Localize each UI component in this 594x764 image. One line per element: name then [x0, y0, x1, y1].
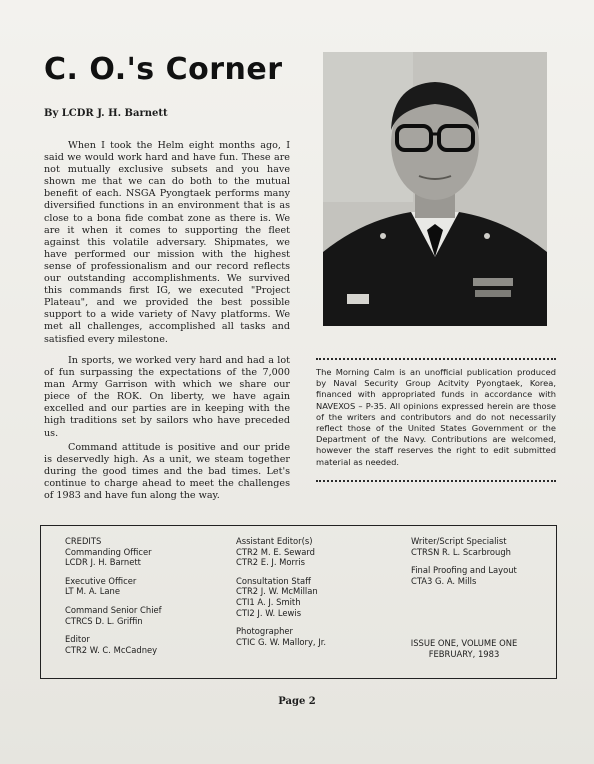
issue-info	[399, 638, 529, 659]
credit-entry	[236, 536, 326, 568]
credit-role: Editor	[65, 634, 90, 645]
credit-name: LCDR J. H. Barnett	[65, 557, 141, 568]
credit-name: CTA3 G. A. Mills	[411, 575, 477, 586]
page-number: Page 2	[278, 696, 316, 707]
credits-column-1	[65, 536, 162, 663]
publication-notice: The Morning Calm is an unofficial publication produced by Naval Security Group Acitvity Pyongtaek, Korea, financed with appropriated funds in accordance with NAVEXOS – P-35. All opinions expressed herein are those of the writers and contributors and do not necessarily reflect those of the United States Government or the Department of the Navy. Contributions are welcomed, however the staff reserves the right to edit submitted material as needed.	[316, 367, 556, 467]
credit-role: Writer/Script Specialist	[411, 536, 507, 546]
credit-entry	[65, 605, 162, 626]
credits-box	[40, 525, 557, 679]
commanding-officer-photo	[323, 52, 547, 326]
byline: By LCDR J. H. Barnett	[44, 108, 168, 119]
credits-heading: CREDITS	[65, 536, 102, 546]
credit-role: Commanding Officer	[65, 546, 152, 557]
page-title: C. O.'s Corner	[44, 52, 283, 87]
credit-name: CTR2 J. W. McMillan	[236, 586, 318, 597]
credit-entry	[236, 576, 326, 618]
dotted-divider-top	[316, 358, 556, 360]
credit-entry	[411, 536, 517, 557]
credit-role: Command Senior Chief	[65, 604, 162, 615]
credit-entry	[65, 576, 162, 597]
credit-role: Executive Officer	[65, 575, 137, 586]
article-paragraph-2: In sports, we worked very hard and had a lot of fun surpassing the expectations of the 7,000 man Army Garrison with which we share our piece of the ROK. On liberty, we have again excelled and our parties are in keeping with the high traditions set by sailors who have preceded us.	[44, 355, 290, 439]
credit-role: Final Proofing and Layout	[411, 565, 517, 576]
credit-role: Assistant Editor(s)	[236, 536, 313, 546]
credit-entry	[236, 626, 326, 647]
credit-role: Photographer	[236, 626, 294, 637]
credit-entry	[65, 547, 162, 568]
issue-number: ISSUE ONE, VOLUME ONE	[410, 638, 518, 648]
credit-name: CTI1 A. J. Smith	[236, 596, 301, 607]
article-paragraph-1: When I took the Helm eight months ago, I said we would work hard and have fun. These are not mutually exclusive subsets and you have shown me that we can do both to the mutual benefit of each. NSGA Pyongtaek performs many diversified functions in an environment that is as close to a bona fide combat zone as there is. We are it when it comes to supporting the fleet against this volatile adversary. Shipmates, we have performed our mission with the highest sense of professionalism and our record reflects our outstanding accomplishments. We survived this commands first IG, we executed "Project Plateau", and we provided the best possible support to a wide variety of Navy platforms. We met all challenges, accomplished all tasks and satisfied every milestone.	[44, 140, 290, 345]
credit-name: CTR2 E. J. Morris	[236, 557, 305, 568]
credit-name: LT M. A. Lane	[65, 586, 121, 597]
credits-column-3	[411, 536, 517, 594]
credit-name: CTIC G. W. Mallory, Jr.	[236, 636, 327, 647]
credit-entry	[411, 565, 517, 586]
credits-column-2	[236, 536, 326, 655]
issue-date: FEBRUARY, 1983	[428, 648, 500, 659]
credit-name: CTRCS D. L. Griffin	[65, 615, 143, 626]
article-paragraph-3: Command attitude is positive and our pride is deservedly high. As a unit, we steam together during the good times and the bad times. Let's continue to charge ahead to meet the challenges of 1983 and have fun along the way.	[44, 442, 290, 502]
credit-entry	[65, 634, 162, 655]
credit-name: CTI2 J. W. Lewis	[236, 607, 302, 618]
dotted-divider-bottom	[316, 480, 556, 482]
credit-name: CTR2 W. C. McCadney	[65, 644, 158, 655]
credit-name: CTRSN R. L. Scarbrough	[411, 546, 511, 557]
credit-role: Consultation Staff	[236, 575, 311, 586]
credit-name: CTR2 M. E. Seward	[236, 546, 316, 557]
